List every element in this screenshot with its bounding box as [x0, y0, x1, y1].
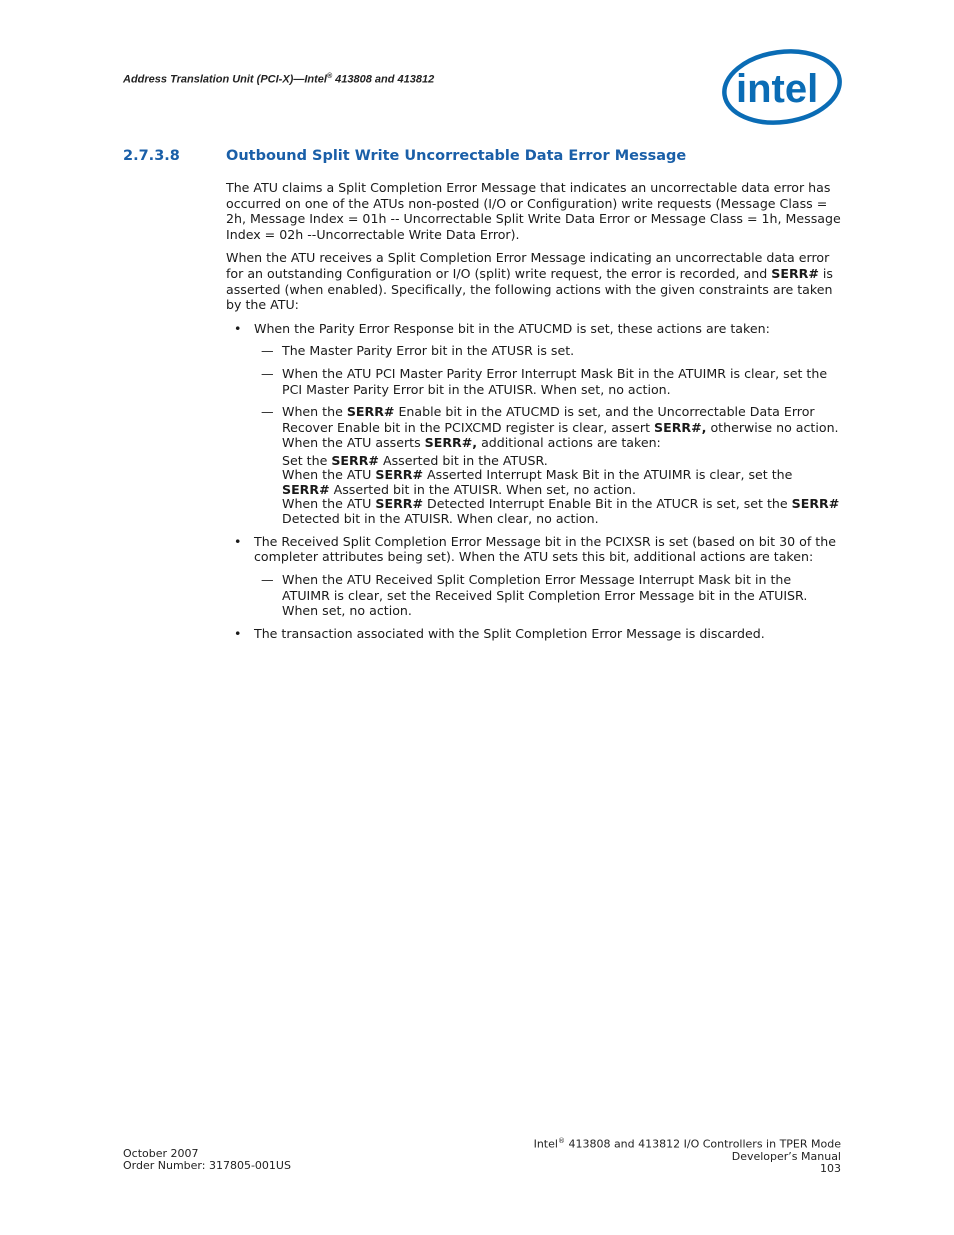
footer-manual: Developer’s Manual	[731, 1149, 841, 1163]
footer-product: Intel® 413808 and 413812 I/O Controllers in TPER Mode	[533, 1137, 841, 1151]
footer-left	[123, 1148, 291, 1172]
intel-logo	[722, 48, 846, 128]
footer-right	[534, 1135, 841, 1175]
dash-item: — When the ATU PCI Master Parity Error Interrupt Mask Bit in the ATUIMR is clear, set the PCI Master Parity Error bit in the ATUISR. When set, no action.	[261, 365, 828, 397]
footer-date: October 2007	[123, 1147, 199, 1160]
intel-logo-text: intel	[736, 67, 819, 111]
section-number: 2.7.3.8	[123, 148, 180, 164]
running-header: Address Translation Unit (PCI-X)—Intel® 413808 and 413812	[123, 73, 435, 86]
section-heading	[123, 148, 843, 164]
bullet-item: • When the Parity Error Response bit in the ATUCMD is set, these actions are taken:	[234, 320, 770, 336]
sub-action: When the ATU SERR# Asserted Interrupt Mask Bit in the ATUIMR is clear, set the SERR# Asserted bit in the ATUISR. When set, no action.	[282, 466, 793, 498]
bullet-item: • The Received Split Completion Error Message bit in the PCIXSR is set (based on bit 30 of the completer attributes being set). When the ATU sets this bit, additional actions are taken:	[234, 533, 836, 565]
sub-action: When the ATU SERR# Detected Interrupt Enable Bit in the ATUCR is set, set the SERR# Detected bit in the ATUISR. When clear, no action.	[282, 495, 840, 527]
paragraph-1: The ATU claims a Split Completion Error Message that indicates an uncorrectable data error has occurred on one of the ATUs non-posted (I/O or Configuration) write requests (Message Class = 2h, Message Index = 01h -- Uncorrectable Split Write Data Error or Message Class = 1h, Message Index = 02h --Uncorrectable Write Data Error).	[226, 180, 841, 242]
section-title: Outbound Split Write Uncorrectable Data Error Message	[226, 148, 687, 164]
dash-item: — When the SERR# Enable bit in the ATUCMD is set, and the Uncorrectable Data Error Recover Enable bit in the PCIXCMD register is clear, assert SERR#, otherwise no action. When the ATU asserts SERR#, additional actions are taken:	[261, 404, 839, 451]
body-text	[226, 180, 842, 648]
dash-item: — When the ATU Received Split Completion Error Message Interrupt Mask bit in the ATUIMR is clear, set the Received Split Completion Error Message bit in the ATUISR. When set, no action.	[261, 572, 808, 619]
dash-item: — The Master Parity Error bit in the ATUSR is set.	[261, 343, 575, 359]
sub-action: Set the SERR# Asserted bit in the ATUSR.	[282, 452, 548, 468]
footer-order-number: Order Number: 317805-001US	[123, 1159, 291, 1172]
paragraph-2: When the ATU receives a Split Completion Error Message indicating an uncorrectable data error for an outstanding Configuration or I/O (split) write request, the error is recorded, and SERR# is asserted (when enabled). Specifically, the following actions with the given constraints are taken by the ATU:	[226, 250, 833, 313]
bullet-item: • The transaction associated with the Split Completion Error Message is discarded.	[234, 625, 765, 641]
page-number: 103	[820, 1161, 841, 1175]
